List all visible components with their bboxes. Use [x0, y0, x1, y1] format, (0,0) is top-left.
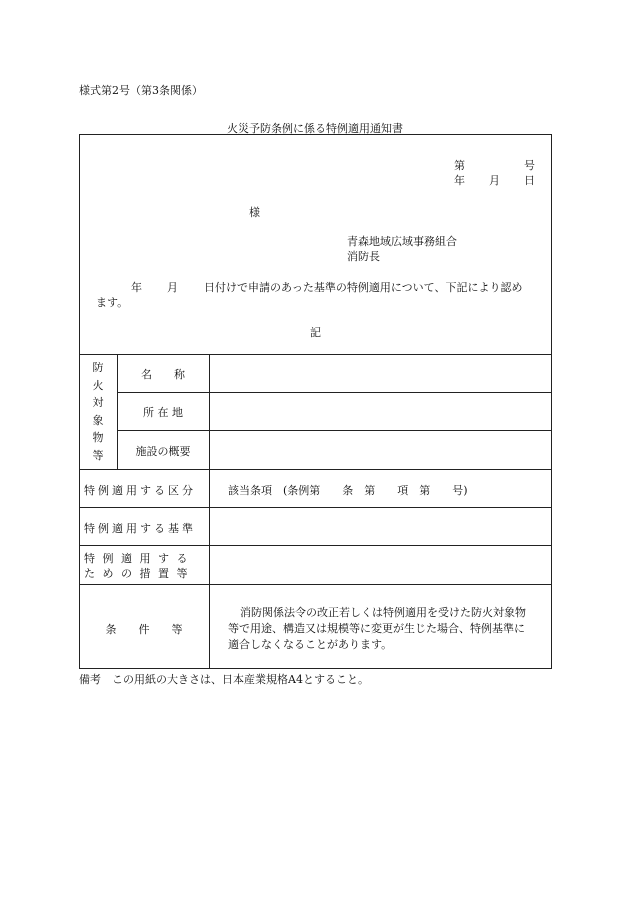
date-month: 月	[489, 174, 500, 187]
measures-label-line1: 特 例 適 用 す る	[84, 552, 190, 565]
form-number: 様式第2号（第3条関係）	[79, 84, 203, 97]
rule-label-divider	[209, 354, 210, 669]
fire-target-group-label: 防 火 対 象 物 等	[92, 361, 104, 462]
number-suffix: 号	[524, 159, 535, 172]
category-value: 該当条項 (条例第 条 第 項 第 号)	[228, 484, 468, 497]
body-month: 月	[167, 281, 178, 294]
conditions-text-line1: 消防関係法令の改正若しくは特例適用を受けた防火対象物	[240, 606, 526, 619]
body-text-line1: 日付けで申請のあった基準の特例適用について、下記により認め	[204, 281, 523, 294]
date-day: 日	[524, 174, 535, 187]
conditions-text-line3: 適合しなくなることがあります。	[228, 638, 393, 651]
addressee-suffix: 様	[249, 206, 260, 219]
measures-label-line2: た め の 措 置 等	[84, 567, 190, 580]
issuer-title: 消防長	[347, 250, 380, 263]
form-frame	[79, 134, 552, 669]
body-text-line2: ます。	[96, 296, 129, 309]
body-year: 年	[131, 281, 142, 294]
date-year: 年	[454, 174, 465, 187]
rule-after-overview	[79, 469, 552, 470]
footnote: 備考 この用紙の大きさは、日本産業規格A4とすること。	[79, 673, 369, 686]
number-prefix: 第	[454, 159, 465, 172]
overview-label: 施設の概要	[135, 445, 191, 458]
conditions-label: 条 件 等	[105, 623, 183, 636]
issuer-organization: 青森地域広域事務組合	[347, 235, 457, 248]
rule-after-standard	[79, 545, 552, 546]
category-label: 特例適用する区分	[84, 484, 196, 497]
rule-after-measures	[79, 584, 552, 585]
rule-after-name	[117, 392, 552, 393]
ki-heading: 記	[310, 326, 321, 339]
standard-label: 特例適用する基準	[84, 522, 196, 535]
rule-after-location	[117, 430, 552, 431]
document-title: 火災予防条例に係る特例適用通知書	[227, 122, 403, 135]
rule-after-category	[79, 507, 552, 508]
name-label: 名 称	[141, 368, 185, 381]
location-label: 所 在 地	[143, 406, 183, 419]
conditions-text-line2: 等で用途、構造又は規模等に変更が生じた場合、特例基準に	[228, 622, 525, 635]
rule-table-top	[79, 354, 552, 355]
